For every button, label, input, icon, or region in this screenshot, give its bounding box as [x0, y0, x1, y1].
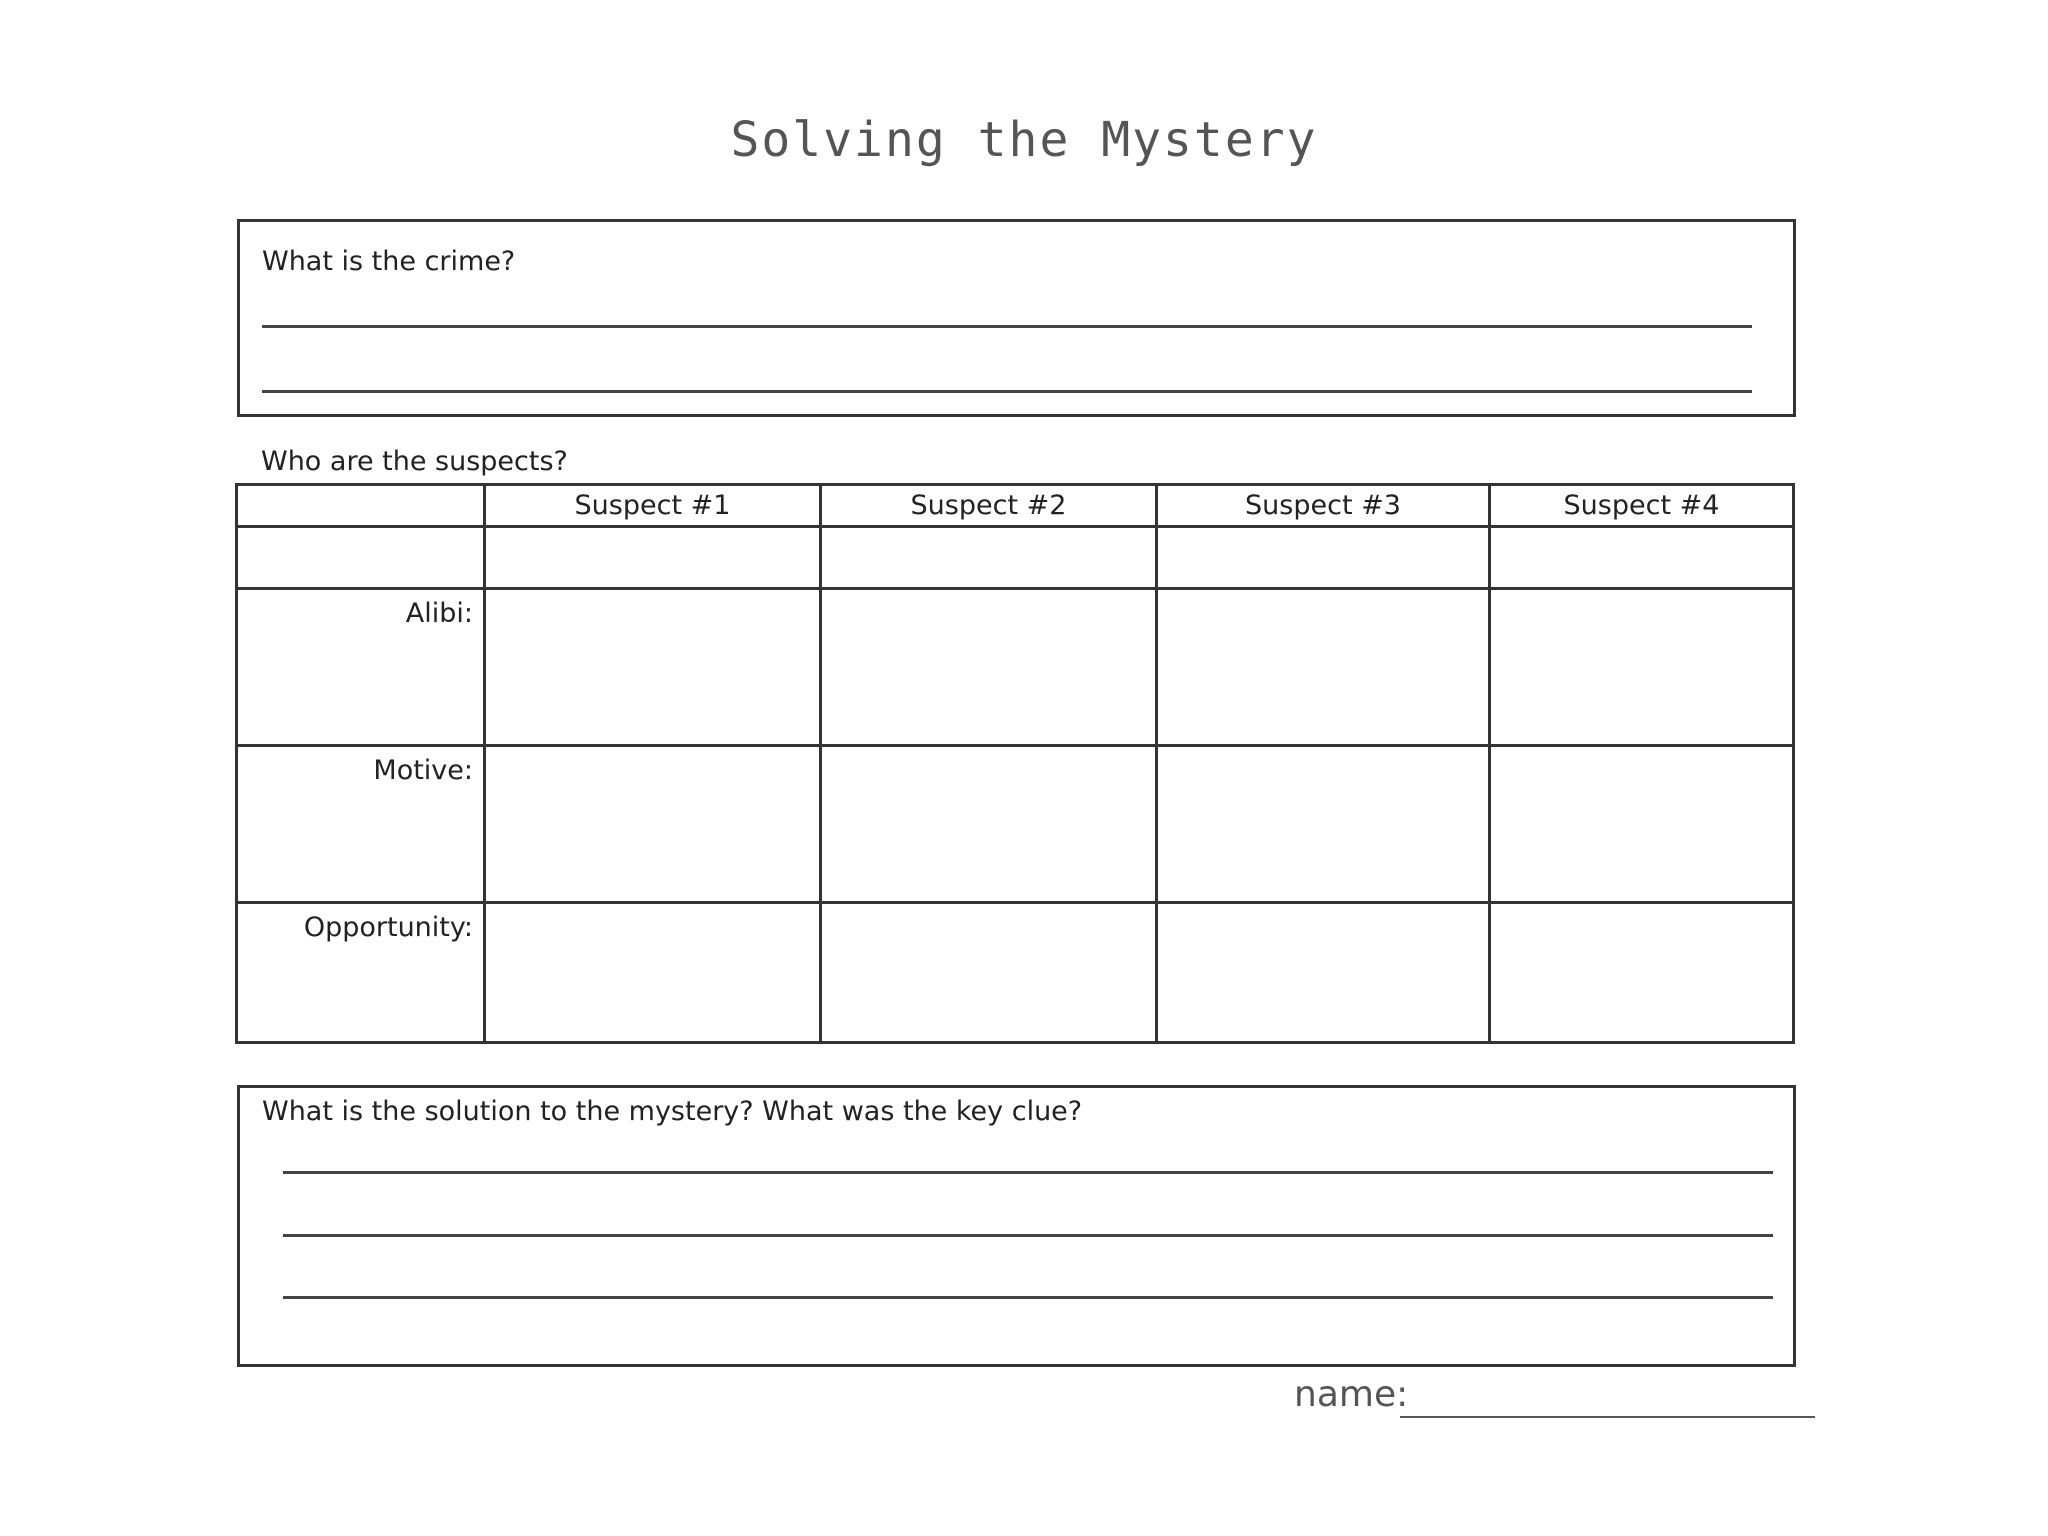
solution-box — [237, 1085, 1796, 1367]
row-label-motive: Motive: — [237, 746, 485, 903]
row-label-names — [237, 527, 485, 589]
cell-motive-suspect-2[interactable] — [821, 746, 1157, 903]
cell-name-suspect-3[interactable] — [1157, 527, 1490, 589]
crime-answer-line-2[interactable] — [262, 390, 1752, 393]
cell-alibi-suspect-2[interactable] — [821, 589, 1157, 746]
cell-alibi-suspect-4[interactable] — [1490, 589, 1794, 746]
row-label-opportunity: Opportunity: — [237, 903, 485, 1043]
header-suspect-4: Suspect #4 — [1490, 485, 1794, 527]
page-title: Solving the Mystery — [730, 112, 1318, 168]
cell-motive-suspect-3[interactable] — [1157, 746, 1490, 903]
solution-answer-line-3[interactable] — [283, 1296, 1773, 1299]
solution-prompt: What is the solution to the mystery? What was the key clue? — [262, 1096, 1083, 1127]
name-label: name: — [1294, 1374, 1409, 1415]
name-line[interactable] — [1400, 1416, 1815, 1418]
crime-prompt: What is the crime? — [262, 246, 516, 277]
table-row-alibi — [237, 589, 1794, 746]
solution-answer-line-2[interactable] — [283, 1234, 1773, 1237]
cell-opportunity-suspect-1[interactable] — [485, 903, 821, 1043]
cell-alibi-suspect-1[interactable] — [485, 589, 821, 746]
header-suspect-3: Suspect #3 — [1157, 485, 1490, 527]
cell-alibi-suspect-3[interactable] — [1157, 589, 1490, 746]
header-suspect-1: Suspect #1 — [485, 485, 821, 527]
cell-motive-suspect-1[interactable] — [485, 746, 821, 903]
cell-opportunity-suspect-3[interactable] — [1157, 903, 1490, 1043]
table-row-names — [237, 527, 1794, 589]
crime-answer-line-1[interactable] — [262, 325, 1752, 328]
table-row-motive — [237, 746, 1794, 903]
row-label-alibi: Alibi: — [237, 589, 485, 746]
cell-name-suspect-1[interactable] — [485, 527, 821, 589]
solution-answer-line-1[interactable] — [283, 1171, 1773, 1174]
suspects-table — [235, 483, 1795, 1044]
header-suspect-2: Suspect #2 — [821, 485, 1157, 527]
cell-motive-suspect-4[interactable] — [1490, 746, 1794, 903]
cell-name-suspect-2[interactable] — [821, 527, 1157, 589]
cell-opportunity-suspect-4[interactable] — [1490, 903, 1794, 1043]
crime-box — [237, 219, 1796, 417]
table-header-row — [237, 485, 1794, 527]
table-row-opportunity — [237, 903, 1794, 1043]
cell-name-suspect-4[interactable] — [1490, 527, 1794, 589]
cell-opportunity-suspect-2[interactable] — [821, 903, 1157, 1043]
header-corner-cell — [237, 485, 485, 527]
suspects-prompt: Who are the suspects? — [261, 446, 568, 477]
